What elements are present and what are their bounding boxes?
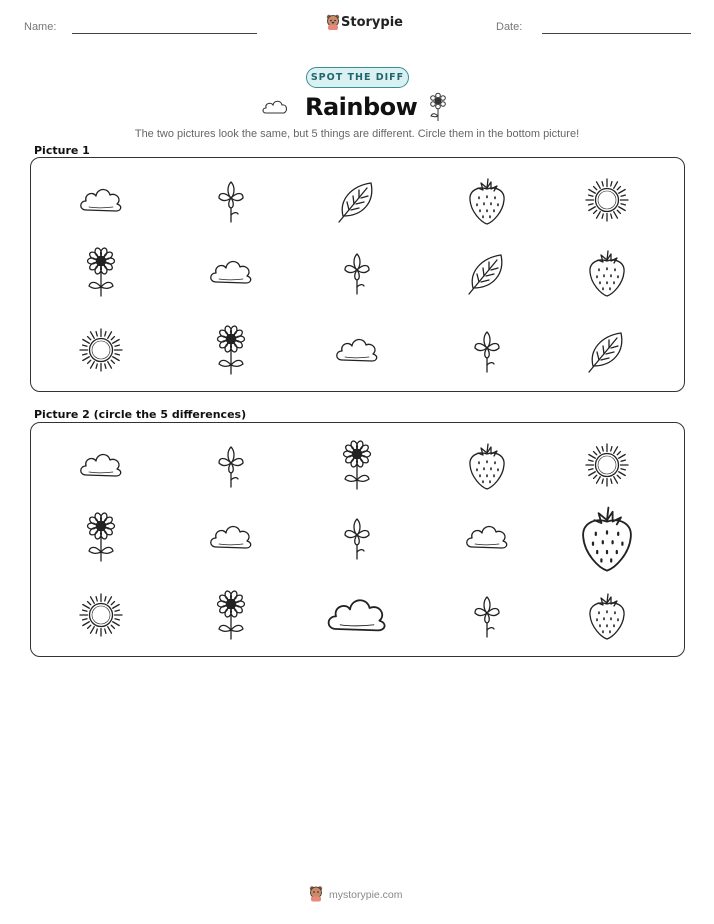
date-line[interactable] — [542, 33, 691, 34]
activity-badge: SPOT THE DIFF — [306, 67, 409, 88]
sunflower-icon — [71, 242, 131, 302]
title-sunflower-icon — [427, 92, 449, 122]
iris-icon — [201, 170, 261, 230]
cloud-icon — [327, 320, 387, 380]
iris-icon[interactable] — [457, 585, 517, 645]
strawberry-icon — [457, 170, 517, 230]
cloud-icon[interactable] — [315, 573, 399, 657]
cloud-icon — [201, 242, 261, 302]
sun-icon — [71, 320, 131, 380]
strawberry-icon[interactable] — [457, 435, 517, 495]
footer-url: mystorypie.com — [329, 889, 403, 901]
date-label: Date: — [496, 21, 523, 33]
leaf-icon — [327, 170, 387, 230]
iris-icon[interactable] — [327, 507, 387, 567]
iris-icon — [457, 320, 517, 380]
bear-icon — [326, 14, 340, 30]
bear-icon — [309, 885, 323, 902]
name-line[interactable] — [72, 33, 257, 34]
cloud-icon[interactable] — [457, 507, 517, 567]
leaf-icon — [457, 242, 517, 302]
leaf-icon — [577, 320, 637, 380]
strawberry-icon — [577, 242, 637, 302]
cloud-icon[interactable] — [201, 507, 261, 567]
brand-logo — [326, 14, 340, 35]
sunflower-icon — [201, 320, 261, 380]
sun-icon — [577, 170, 637, 230]
picture-2-label: Picture 2 (circle the 5 differences) — [34, 408, 247, 421]
picture-1-panel — [30, 157, 685, 392]
brand-name: Storypie — [341, 15, 403, 30]
instructions: The two pictures look the same, but 5 things are different. Circle them in the bottom picture! — [134, 128, 580, 140]
name-label: Name: — [24, 21, 57, 33]
sunflower-icon[interactable] — [327, 435, 387, 495]
cloud-icon[interactable] — [71, 435, 131, 495]
sunflower-icon[interactable] — [71, 507, 131, 567]
cloud-icon — [71, 170, 131, 230]
strawberry-icon[interactable] — [577, 585, 637, 645]
picture-1-label: Picture 1 — [34, 144, 90, 157]
iris-icon — [327, 242, 387, 302]
sunflower-icon[interactable] — [201, 585, 261, 645]
picture-2-panel[interactable] — [30, 422, 685, 657]
sun-icon[interactable] — [577, 435, 637, 495]
footer-logo — [309, 885, 323, 907]
sun-icon[interactable] — [71, 585, 131, 645]
strawberry-icon[interactable] — [565, 495, 649, 579]
title-cloud-icon — [261, 96, 289, 118]
page-title: Rainbow — [305, 93, 418, 121]
iris-icon[interactable] — [201, 435, 261, 495]
